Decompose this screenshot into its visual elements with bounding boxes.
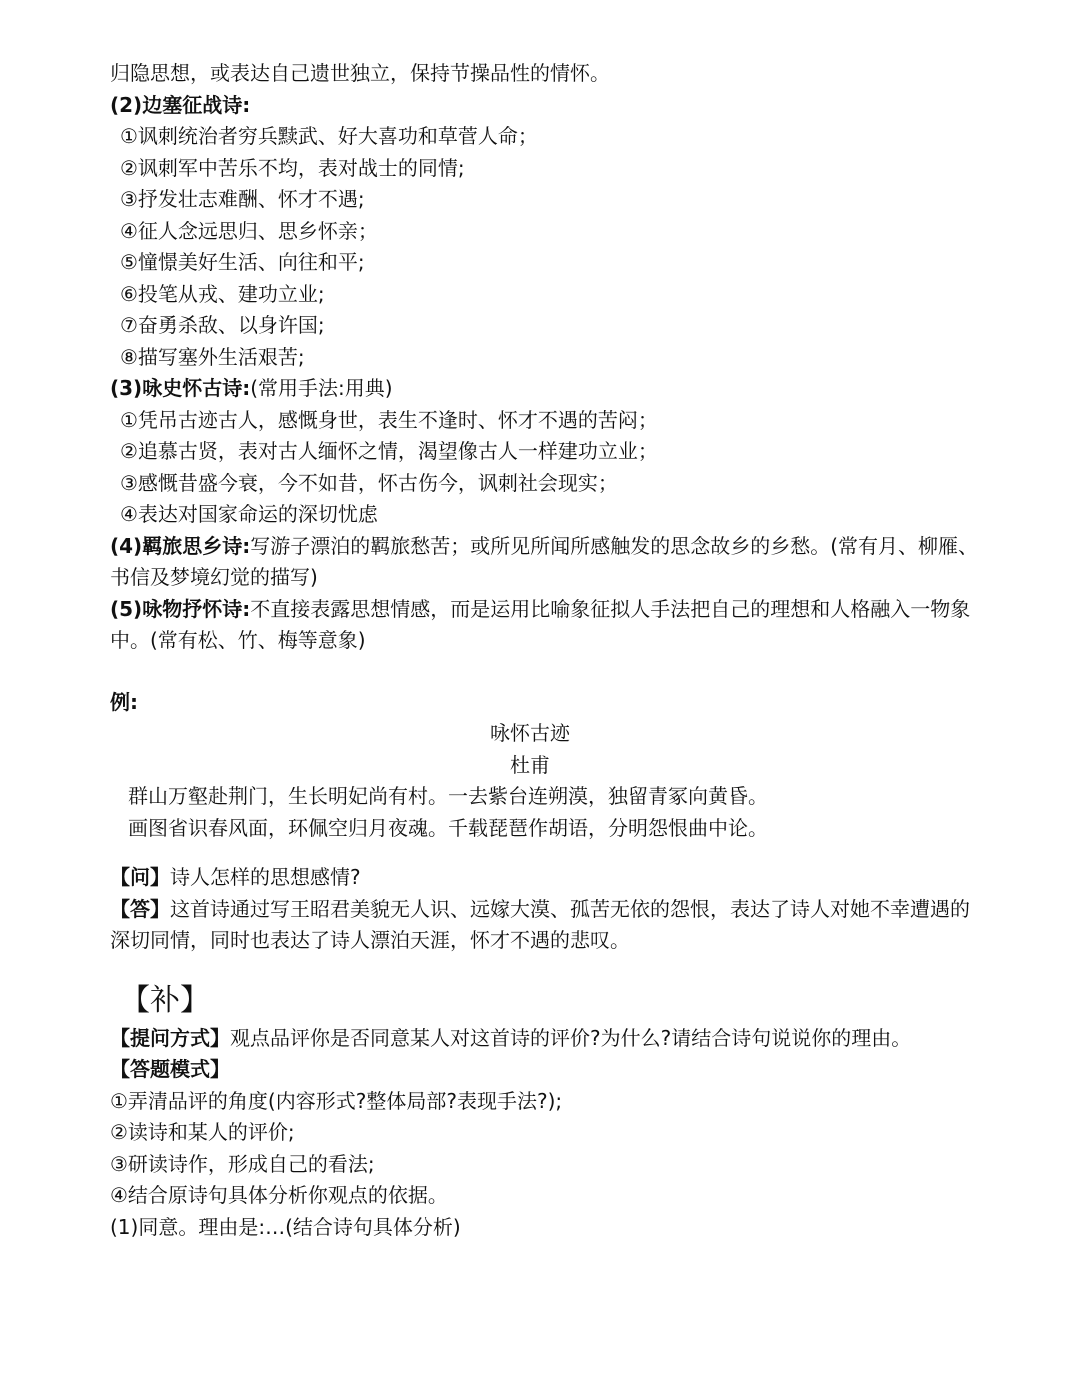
travel-heading: (4)羁旅思乡诗: xyxy=(110,533,251,558)
frontier-item: ⑤憧憬美好生活、向往和平; xyxy=(120,250,365,274)
history-heading-line xyxy=(110,373,980,405)
frontier-item: ①讽刺统治者穷兵黩武、好大喜功和草菅人命； xyxy=(120,124,538,148)
frontier-item: ⑥投笔从戎、建功立业; xyxy=(120,281,325,306)
mode-step: ②读诗和某人的评价; xyxy=(110,1120,295,1144)
history-item: ②追慕古贤，表对古人缅怀之情，渴望像古人一样建功立业； xyxy=(120,439,658,463)
question-tag: 【问】 xyxy=(110,865,170,889)
history-item: ④表达对国家命运的深切忧虑 xyxy=(120,502,378,526)
answer-paragraph xyxy=(110,894,980,957)
mode-step: ③研读诗作，形成自己的看法; xyxy=(110,1151,375,1176)
history-item: ③感慨昔盛今衰，今不如昔，怀古伤今，讽刺社会现实； xyxy=(120,470,618,495)
poem-author: 杜甫 xyxy=(510,752,550,777)
ask-paragraph xyxy=(110,1023,980,1055)
question-line xyxy=(110,862,980,894)
poem-line: 画图省识春风面，环佩空归月夜魂。千载琵琶作胡语，分明怨恨曲中论。 xyxy=(128,815,768,840)
history-item: ①凭吊古迹古人，感慨身世，表生不逢时、怀才不遇的苦闷； xyxy=(120,407,658,432)
mode-step: ①弄清品评的角度(内容形式?整体局部?表现手法?); xyxy=(110,1088,563,1113)
travel-text: 写游子漂泊的羁旅愁苦；或所见所闻所感触发的思念故乡的乡愁。(常有月、柳雁、书信及梦境幻觉的描写) xyxy=(110,533,979,589)
object-paragraph xyxy=(110,594,980,657)
frontier-item: ③抒发壮志难酬、怀才不遇; xyxy=(120,187,365,211)
supplement-title: 【补】 xyxy=(120,982,210,1018)
poem-title: 咏怀古迹 xyxy=(490,721,570,745)
frontier-item: ④征人念远思归、思乡怀亲； xyxy=(120,218,378,243)
example-label: 例: xyxy=(110,689,138,714)
frontier-heading: (2)边塞征战诗: xyxy=(110,92,251,117)
answer-tag: 【答】 xyxy=(110,896,170,921)
poem-line: 群山万壑赴荆门，生长明妃尚有村。一去紫台连朔漠，独留青冢向黄昏。 xyxy=(128,784,768,808)
history-heading: (3)咏史怀古诗: xyxy=(110,376,251,400)
intro-tail-text: 归隐思想，或表达自己遗世独立，保持节操品性的情怀。 xyxy=(110,61,610,85)
mode-step: (1)同意。理由是:…(结合诗句具体分析) xyxy=(110,1214,461,1239)
mode-tag: 【答题模式】 xyxy=(110,1057,230,1081)
travel-paragraph xyxy=(110,531,980,594)
object-heading: (5)咏物抒怀诗: xyxy=(110,596,251,621)
frontier-item: ⑧描写塞外生活艰苦; xyxy=(120,344,305,369)
frontier-item: ②讽刺军中苦乐不均，表对战士的同情; xyxy=(120,155,465,180)
answer-text: 这首诗通过写王昭君美貌无人识、远嫁大漠、孤苦无依的怨恨，表达了诗人对她不幸遭遇的深切同情，同时也表达了诗人漂泊天涯，怀才不遇的悲叹。 xyxy=(110,896,970,952)
object-text: 不直接表露思想情感，而是运用比喻象征拟人手法把自己的理想和人格融入一物象中。(常有松、竹、梅等意象) xyxy=(110,596,971,652)
ask-text: 观点品评你是否同意某人对这首诗的评价?为什么?请结合诗句说说你的理由。 xyxy=(230,1025,912,1050)
question-text: 诗人怎样的思想感情? xyxy=(170,865,361,889)
history-note: (常用手法:用典) xyxy=(250,376,393,400)
ask-tag: 【提问方式】 xyxy=(110,1025,230,1050)
frontier-item: ⑦奋勇杀敌、以身许国; xyxy=(120,313,325,337)
mode-step: ④结合原诗句具体分析你观点的依据。 xyxy=(110,1183,448,1207)
